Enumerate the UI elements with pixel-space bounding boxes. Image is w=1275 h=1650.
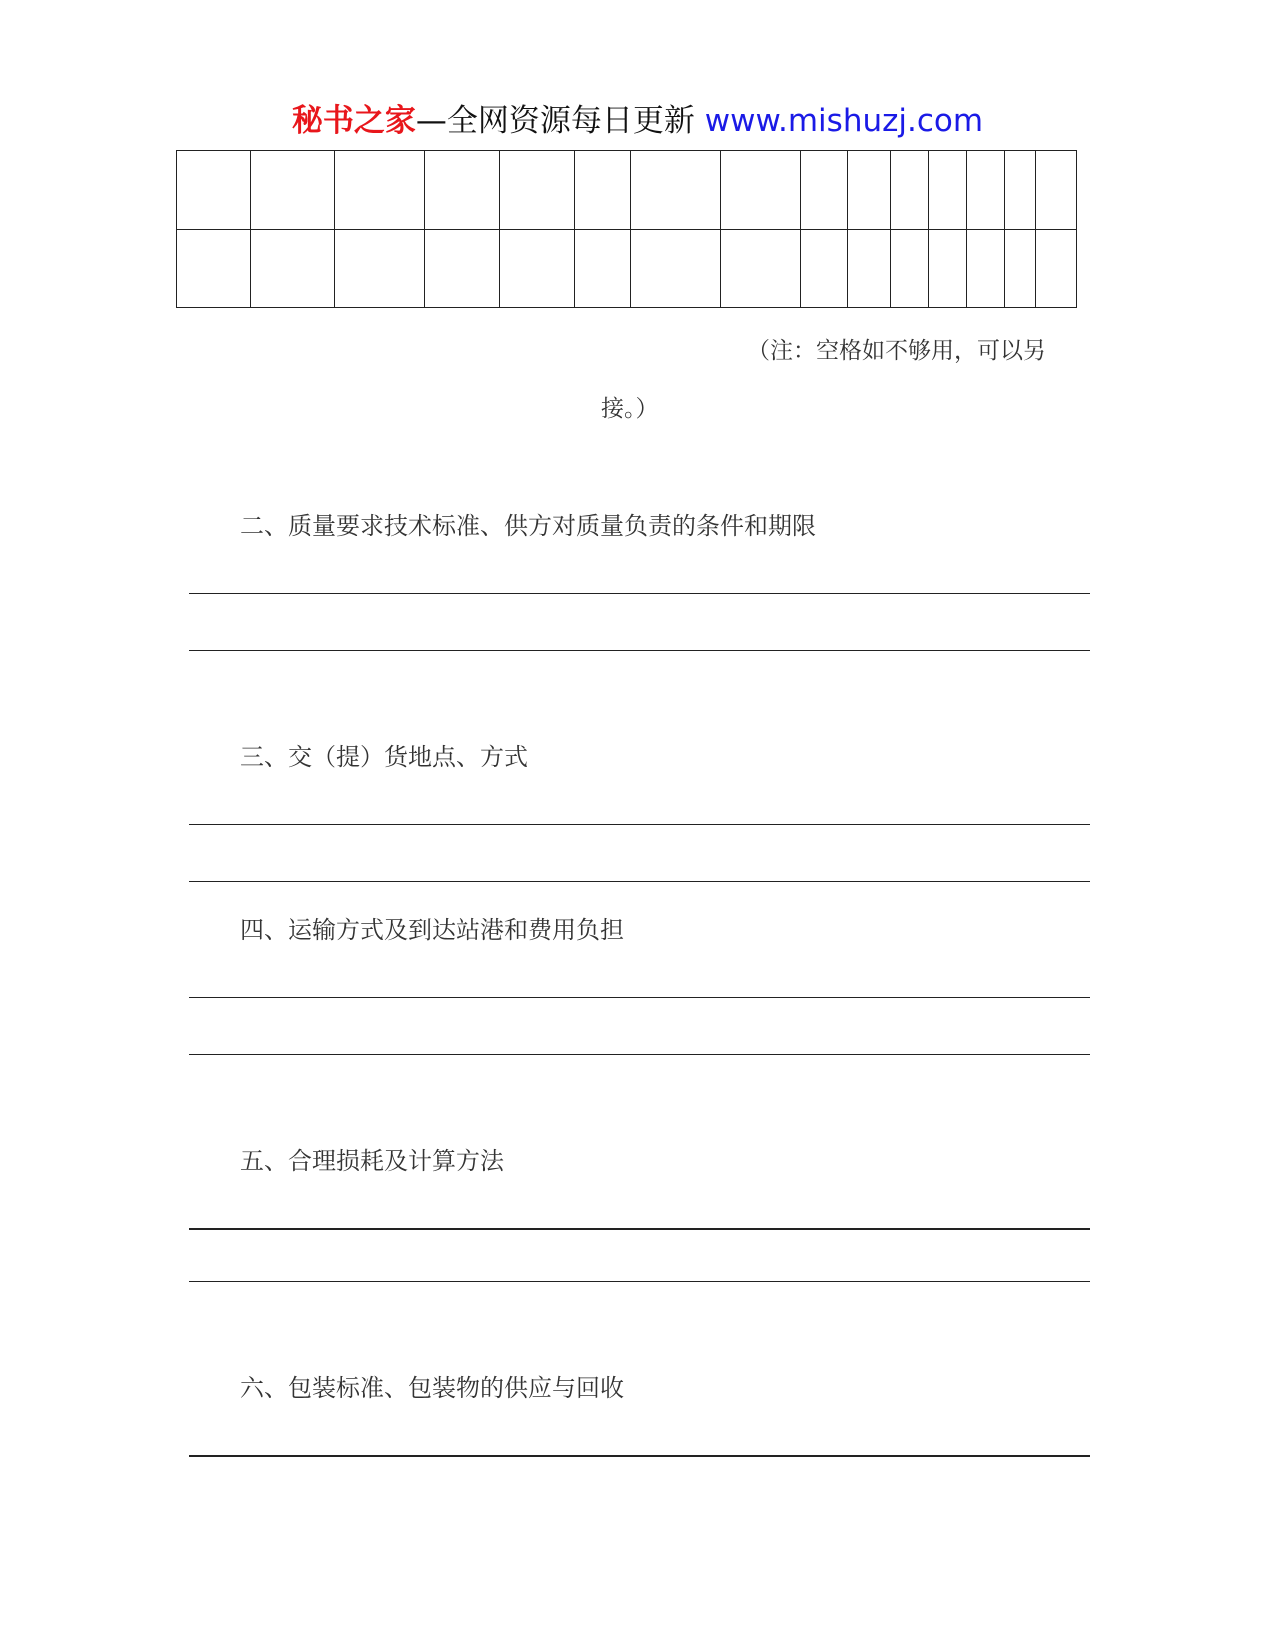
fill-line[interactable] xyxy=(189,593,1090,594)
table-cell[interactable] xyxy=(1005,229,1036,308)
section-loss-title: 五、合理损耗及计算方法 xyxy=(240,1147,504,1175)
header-dash: — xyxy=(415,103,447,139)
table-cell[interactable] xyxy=(1036,229,1077,308)
table-cell[interactable] xyxy=(929,151,967,230)
fill-line[interactable] xyxy=(189,997,1090,998)
table-cell[interactable] xyxy=(848,229,891,308)
fill-line[interactable] xyxy=(189,1228,1090,1230)
table-row xyxy=(177,151,1077,230)
table-cell[interactable] xyxy=(801,151,848,230)
section-packaging-title: 六、包装标准、包装物的供应与回收 xyxy=(240,1374,624,1402)
fill-line[interactable] xyxy=(189,1281,1090,1282)
table-cell[interactable] xyxy=(721,229,801,308)
fill-line[interactable] xyxy=(189,1455,1090,1457)
table-cell[interactable] xyxy=(251,229,335,308)
table-row xyxy=(177,229,1077,308)
fill-line[interactable] xyxy=(189,881,1090,882)
table-cell[interactable] xyxy=(801,229,848,308)
table-cell[interactable] xyxy=(891,229,929,308)
table-cell[interactable] xyxy=(177,229,251,308)
table-cell[interactable] xyxy=(500,151,575,230)
table-note-line2: 接。） xyxy=(601,396,659,422)
site-url: www.mishuzj.com xyxy=(704,103,984,139)
table-cell[interactable] xyxy=(575,229,631,308)
table-cell[interactable] xyxy=(251,151,335,230)
brand-name: 秘书之家 xyxy=(291,103,416,139)
section-transport-title: 四、运输方式及到达站港和费用负担 xyxy=(240,916,624,944)
section-quality-title: 二、质量要求技术标准、供方对质量负责的条件和期限 xyxy=(240,512,816,540)
table-cell[interactable] xyxy=(425,151,500,230)
table-cell[interactable] xyxy=(848,151,891,230)
table-cell[interactable] xyxy=(425,229,500,308)
table-cell[interactable] xyxy=(631,151,721,230)
table-cell[interactable] xyxy=(335,229,425,308)
table-cell[interactable] xyxy=(1036,151,1077,230)
site-watermark-header xyxy=(0,100,1275,142)
table-cell[interactable] xyxy=(721,151,801,230)
table-cell[interactable] xyxy=(967,151,1005,230)
table-cell[interactable] xyxy=(177,151,251,230)
table-cell[interactable] xyxy=(891,151,929,230)
table-note-line1: （注：空格如不够用，可以另 xyxy=(747,338,1046,364)
fill-line[interactable] xyxy=(189,1054,1090,1055)
table-cell[interactable] xyxy=(929,229,967,308)
fill-line[interactable] xyxy=(189,824,1090,825)
fill-line[interactable] xyxy=(189,650,1090,651)
table-cell[interactable] xyxy=(631,229,721,308)
table-cell[interactable] xyxy=(1005,151,1036,230)
table-cell[interactable] xyxy=(335,151,425,230)
section-delivery-title: 三、交（提）货地点、方式 xyxy=(240,743,528,771)
blank-form-table xyxy=(176,150,1077,308)
table-cell[interactable] xyxy=(500,229,575,308)
table-cell[interactable] xyxy=(575,151,631,230)
table-cell[interactable] xyxy=(967,229,1005,308)
header-tagline: 全网资源每日更新 xyxy=(446,103,695,139)
